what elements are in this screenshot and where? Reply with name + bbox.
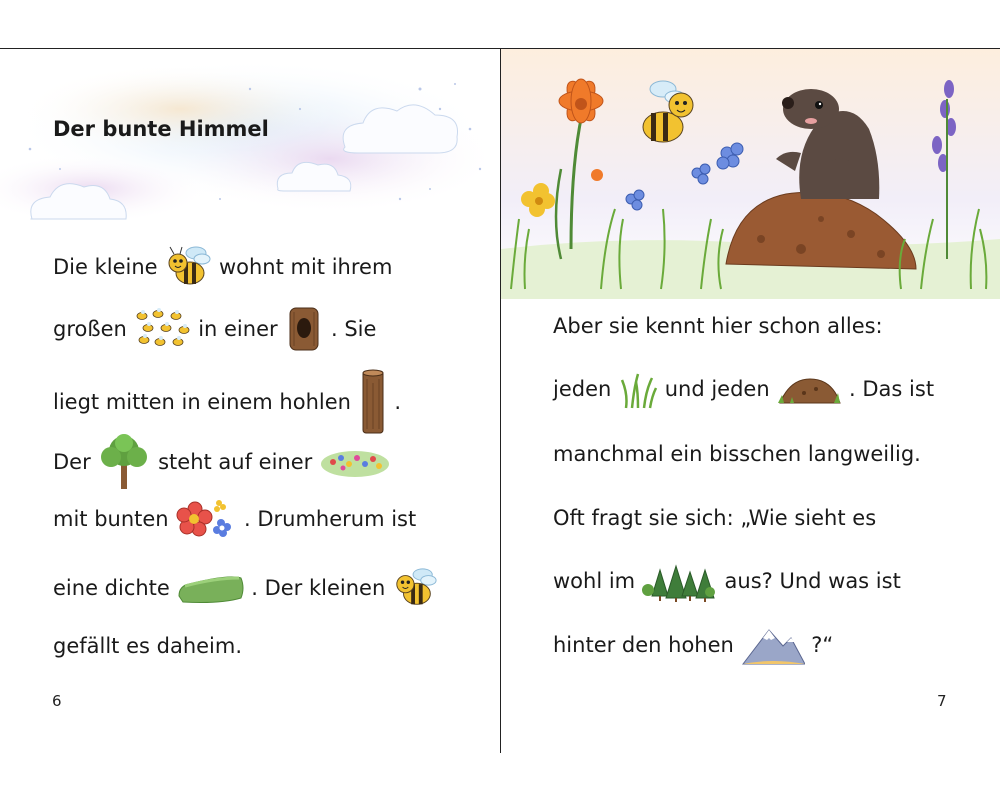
text-fragment: Aber sie kennt hier schon alles: — [553, 314, 883, 338]
flowers-icon — [175, 497, 237, 541]
text-line-5 — [553, 561, 901, 601]
text-fragment: ?“ — [811, 633, 834, 657]
text-line-5 — [53, 497, 416, 537]
left-page — [0, 48, 501, 753]
mountain-icon — [741, 626, 805, 666]
text-fragment: . Der kleinen — [251, 576, 386, 600]
mole-meadow-illustration — [501, 49, 1000, 299]
book-spread — [0, 48, 1000, 752]
text-fragment: liegt mitten in einem hohlen — [53, 390, 351, 414]
text-line-1 — [553, 306, 883, 346]
text-line-4 — [53, 433, 391, 473]
right-page — [501, 48, 1000, 753]
hedge-icon — [177, 570, 245, 606]
text-line-2 — [553, 369, 934, 409]
molehill-icon — [776, 373, 842, 407]
grass-icon — [618, 370, 658, 410]
text-fragment: Die kleine — [53, 255, 158, 279]
text-line-4 — [553, 498, 876, 538]
text-line-6 — [553, 625, 833, 665]
meadow-icon — [319, 444, 391, 480]
text-fragment: manchmal ein bisschen langweilig. — [553, 442, 921, 466]
hollow-log-icon — [284, 304, 324, 354]
text-fragment: . — [394, 390, 402, 414]
text-fragment: in einer — [198, 317, 278, 341]
forest-icon — [642, 562, 718, 602]
text-line-3 — [553, 434, 921, 474]
page-title: Der bunte Himmel — [53, 117, 269, 141]
bee-swarm-icon — [134, 308, 192, 350]
page-number: 6 — [52, 692, 62, 710]
text-fragment: mit bunten — [53, 507, 169, 531]
bee-icon — [392, 561, 438, 615]
text-fragment: . Sie — [331, 317, 377, 341]
text-fragment: wohnt mit ihrem — [218, 255, 393, 279]
text-fragment: aus? Und was ist — [724, 569, 901, 593]
text-line-7 — [53, 625, 242, 665]
text-fragment: . Das ist — [849, 377, 935, 401]
text-fragment: jeden — [553, 377, 612, 401]
text-fragment: eine dichte — [53, 576, 170, 600]
page-number: 7 — [937, 692, 947, 710]
bee-icon — [164, 239, 212, 295]
tree-icon — [97, 433, 151, 491]
text-line-1 — [53, 239, 392, 279]
text-fragment: und jeden — [664, 377, 770, 401]
text-fragment: . Drumherum ist — [244, 507, 417, 531]
tree-trunk-icon — [358, 369, 388, 435]
text-fragment: wohl im — [553, 569, 636, 593]
text-fragment: Der — [53, 450, 91, 474]
text-fragment: steht auf einer — [158, 450, 313, 474]
text-fragment: großen — [53, 317, 127, 341]
text-fragment: hinter den hohen — [553, 633, 734, 657]
text-line-6 — [53, 561, 438, 601]
text-fragment: Oft fragt sie sich: „Wie sieht es — [553, 506, 877, 530]
text-line-2 — [53, 304, 376, 344]
text-line-3 — [53, 369, 402, 414]
text-fragment: gefällt es daheim. — [53, 634, 243, 658]
